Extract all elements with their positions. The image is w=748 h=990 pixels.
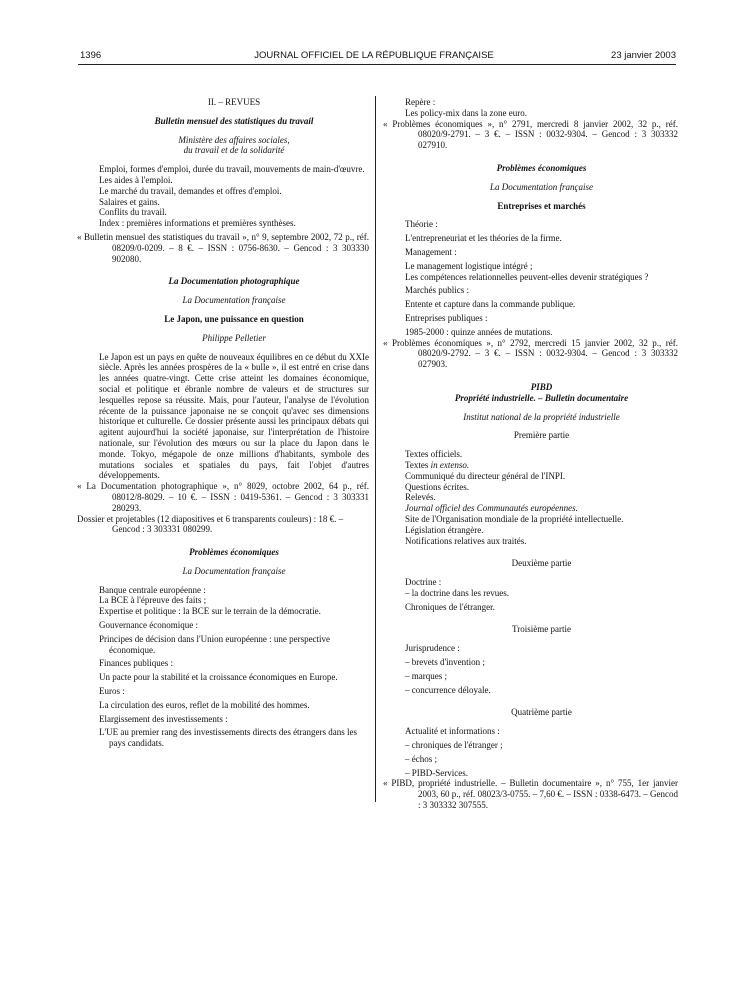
issue-date: 23 janvier 2003 xyxy=(611,50,676,61)
text-italic: in extenso. xyxy=(430,459,470,470)
photo-heading: La Documentation photographique xyxy=(168,276,300,287)
text: Textes xyxy=(405,459,431,470)
list-item: Marchés publics : xyxy=(405,285,469,296)
list-item: L'entrepreneuriat et les théories de la firme. xyxy=(405,233,562,244)
list-item: – marques ; xyxy=(405,670,447,681)
bulletin-title: Bulletin mensuel des statistiques du travail xyxy=(154,115,314,126)
list-item: Communiqué du directeur général de l'INPI. xyxy=(405,470,566,481)
list-item: Journal officiel des Communautés européennes. xyxy=(405,503,578,514)
prob-reference-2: « Problèmes économiques », n° 2792, mercredi 15 janvier 2002, 32 p., réf. 08020/9-2792. – 3 €. – ISSN : 0032-9304. – Gencod : 3 303332 027903. xyxy=(383,337,678,370)
part3-items xyxy=(405,643,678,695)
page-number: 1396 xyxy=(80,50,102,61)
list-item: Les compétences relationnelles peuvent-elles devenir stratégiques ? xyxy=(405,271,649,282)
prob-reference-1: « Problèmes économiques », n° 2791, mercredi 8 janvier 2002, 32 p., réf. 08020/9-2791. – 3 €. – ISSN : 0032-9304. – Gencod : 3 303332 027910. xyxy=(383,118,678,151)
list-item: Questions écrites. xyxy=(405,481,469,492)
list-item: Jurisprudence : xyxy=(405,643,460,654)
prob-items xyxy=(99,585,369,749)
part1-title: Première partie xyxy=(513,430,570,441)
list-item: Entreprises publiques : xyxy=(405,312,488,323)
list-item: – brevets d'invention ; xyxy=(405,657,485,668)
topic-item: Salaires et gains. xyxy=(99,196,160,207)
prob-publisher: La Documentation française xyxy=(182,565,286,576)
pibd-subtitle: Propriété industrielle. – Bulletin documentaire xyxy=(454,392,629,403)
list-item: Euros : xyxy=(99,686,125,697)
part1-items xyxy=(405,449,678,546)
list-item: Site de l'Organisation mondiale de la propriété intellectuelle. xyxy=(405,513,624,524)
list-item xyxy=(405,460,678,471)
ent-items xyxy=(405,219,678,337)
list-item: Banque centrale européenne : xyxy=(99,584,206,595)
list-item: Gouvernance économique : xyxy=(99,620,198,631)
part4-title: Quatrième partie xyxy=(511,707,572,718)
ent-title: Entreprises et marchés xyxy=(497,200,586,211)
list-item: Notifications relatives aux traités. xyxy=(405,535,527,546)
japan-reference: « La Documentation photographique », n° 8029, octobre 2002, 64 p., réf. 08012/8-8029. – 10 €. – ISSN : 0419-5361. – Gencod : 3 303331 280293. xyxy=(77,481,369,513)
ministry-line-1: Ministère des affaires sociales, xyxy=(178,134,290,145)
japan-dossier: Dossier et projetables (12 diapositives et 6 transparents couleurs) : 18 €. – Gencod : 3 303331 080299. xyxy=(77,513,344,535)
prob-publisher: La Documentation française xyxy=(490,181,593,192)
ministry-line-2: du travail et de la solidarité xyxy=(183,145,285,156)
list-item: Repère : xyxy=(405,97,436,107)
japan-title: Le Japon, une puissance en question xyxy=(164,313,304,324)
japan-abstract: Le Japon est un pays en quête de nouveaux équilibres en ce début du XXIe siècle. Après les années prospères de la « bulle », il est entré en crise dans les années quatre-vingt. Cette crise atteint les domaines économique, social et politique et ébranle nombre de valeurs et de structures sur lesquelles repose sa réussite. Mais, pour l'auteur, l'analyse de l'évolution récente de la puissance japonaise ne se conçoit qu'avec ses dimensions historique et culturelle. Ce dossier présente aussi les principaux débats qui agitent aujourd'hui la société japonaise, sur l'interprétation de l'histoire nationale, sur l'évolution des mœurs ou sur la place du Japon dans le monde. Tokyo, mégapole de onze millions d'habitants, symbole des mutations sociales et spatiales du pays, fait l'objet d'autres développements. xyxy=(99,351,369,481)
list-item: Législation étrangère. xyxy=(405,524,484,535)
list-item: Entente et capture dans la commande publique. xyxy=(405,299,576,310)
list-item: Elargissement des investissements : xyxy=(99,713,228,724)
list-item: – la doctrine dans les revues. xyxy=(405,587,509,598)
topic-item: Le marché du travail, demandes et offres d'emploi. xyxy=(99,185,282,196)
topic-item: Les aides à l'emploi. xyxy=(99,174,173,185)
list-item: Le management logistique intégré ; xyxy=(405,260,533,271)
list-item: Un pacte pour la stabilité et la croissance économiques en Europe. xyxy=(99,672,338,683)
list-item: Doctrine : xyxy=(405,577,442,588)
list-item: Théorie : xyxy=(405,219,438,230)
japan-author: Philippe Pelletier xyxy=(202,332,266,343)
prob-heading: Problèmes économiques xyxy=(496,162,587,173)
list-item: Expertise et politique : la BCE sur le terrain de la démocratie. xyxy=(99,606,321,617)
left-column xyxy=(77,97,369,749)
list-item: La BCE à l'épreuve des faits ; xyxy=(99,595,207,606)
pibd-institute: Institut national de la propriété industrielle xyxy=(463,411,620,422)
part3-title: Troisième partie xyxy=(512,624,571,635)
bulletin-reference: « Bulletin mensuel des statistiques du travail », n° 9, septembre 2002, 72 p., réf. 08209/0-0209. – 8 €. – ISSN : 0756-8630. – Gencod : 3 303330 902080. xyxy=(77,231,369,264)
list-item: Chroniques de l'étranger. xyxy=(405,601,495,612)
topic-item: Emploi, formes d'emploi, durée du travail, mouvements de main-d'œuvre. xyxy=(99,164,365,175)
part4-items xyxy=(405,726,678,778)
journal-title: JOURNAL OFFICIEL DE LA RÉPUBLIQUE FRANÇAISE xyxy=(254,50,494,61)
list-item: Textes officiels. xyxy=(405,449,463,460)
list-item: La circulation des euros, reflet de la mobilité des hommes. xyxy=(99,699,310,710)
photo-publisher: La Documentation française xyxy=(182,295,286,306)
list-item: – échos ; xyxy=(405,753,437,764)
list-item: 1985-2000 : quinze années de mutations. xyxy=(405,326,553,337)
bulletin-topics xyxy=(99,164,369,229)
list-item: Management : xyxy=(405,246,457,257)
column-divider xyxy=(375,96,376,802)
list-item: – PIBD-Services. xyxy=(405,767,468,778)
list-item: Finances publiques : xyxy=(99,658,173,669)
pibd-reference: « PIBD, propriété industrielle. – Bulletin documentaire », n° 755, 1er janvier 2003, 60 p., réf. 08023/3-0755. – 7,60 €. – ISSN : 0338-6473. – Gencod : 3 303332 307555. xyxy=(383,778,678,811)
list-item: Principes de décision dans l'Union européenne : une perspective économique. xyxy=(99,633,331,655)
list-item: L'UE au premier rang des investissements directs des étrangers dans les pays candidats. xyxy=(99,727,358,749)
part2-title: Deuxième partie xyxy=(511,558,572,569)
part2-items xyxy=(405,577,678,612)
list-item: Les policy-mix dans la zone euro. xyxy=(405,107,527,118)
list-item: Actualité et informations : xyxy=(405,726,500,737)
list-item: Relevés. xyxy=(405,492,436,503)
topic-item: Conflits du travail. xyxy=(99,207,167,218)
list-item: – chroniques de l'étranger ; xyxy=(405,740,503,751)
list-item: – concurrence déloyale. xyxy=(405,684,491,695)
right-column xyxy=(383,97,678,811)
header-rule xyxy=(78,64,676,65)
section-heading: II. – REVUES xyxy=(207,97,261,107)
topic-item: Index : premières informations et premières synthèses. xyxy=(99,218,296,229)
pibd-heading: PIBD xyxy=(530,381,553,392)
prob-heading: Problèmes économiques xyxy=(189,547,279,558)
